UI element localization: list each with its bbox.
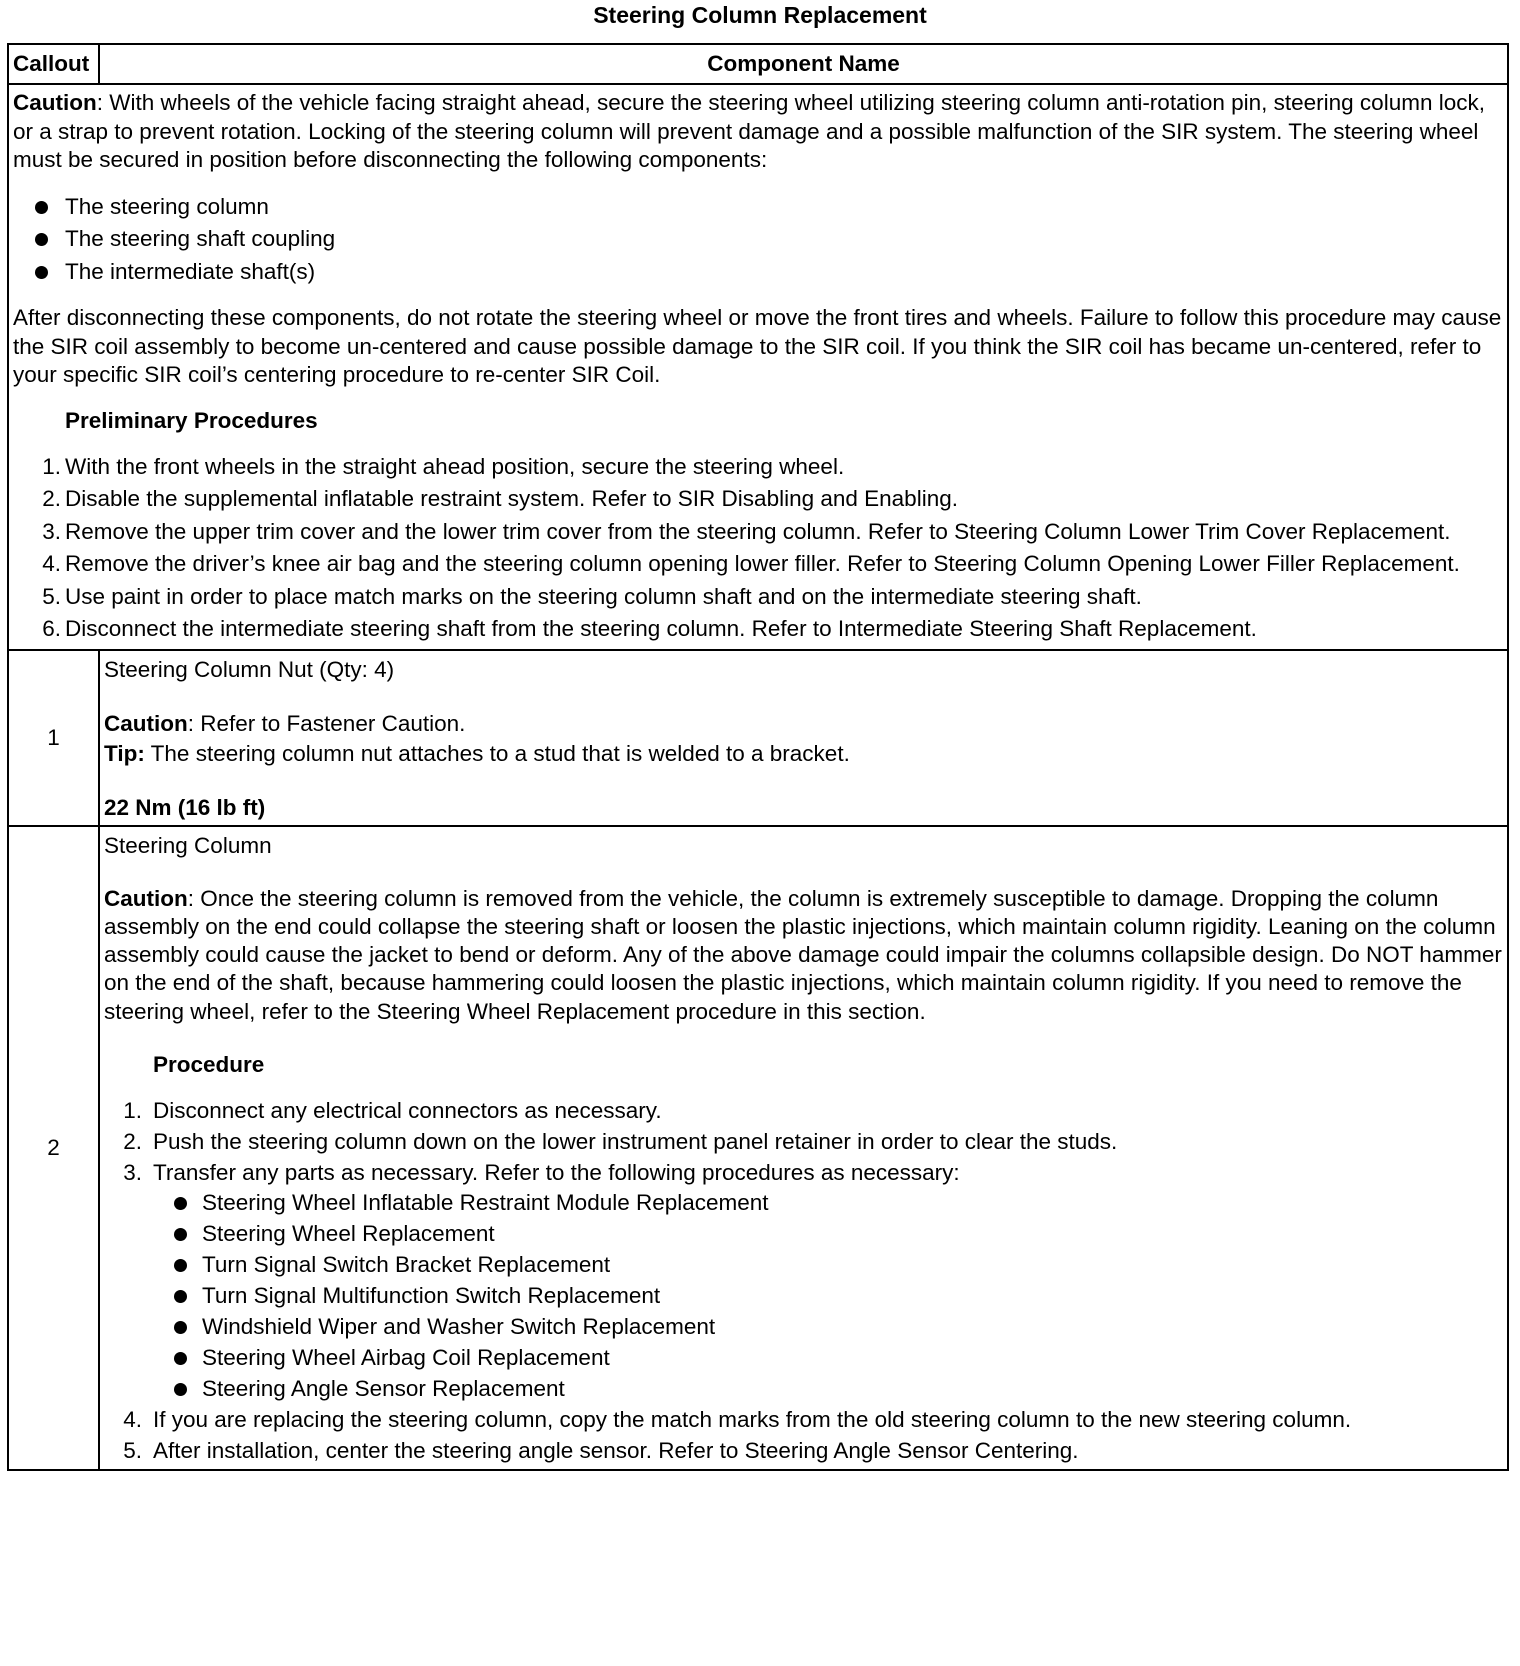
list-item: 3. Transfer any parts as necessary. Refer to the following procedures as necessary: Steering Wheel Inflatable Restraint Module Replacement Steering Wheel Replacement Turn Signal Switch Bracket Replacement Turn Signal Multifunction Switch Replacement Windshield Wiper and Washer Switch Replacement Steering Wheel Airbag Coil Replacement Steering Angle Sensor Replacement — [104, 1158, 1502, 1404]
list-item: 3. Remove the upper trim cover and the lower trim cover from the steering column. Refer to Steering Column Lower Trim Cover Replacement. — [42, 518, 1451, 544]
list-item: The steering column — [13, 191, 1502, 224]
transfer-procedures-list — [153, 1188, 1502, 1404]
component-tip: Tip: The steering column nut attaches to a stud that is welded to a bracket. — [104, 740, 850, 766]
table-header-row — [8, 44, 1508, 84]
list-item: Steering Wheel Airbag Coil Replacement — [153, 1343, 1502, 1373]
list-item: Steering Angle Sensor Replacement — [153, 1374, 1502, 1404]
list-item: 5. After installation, center the steering angle sensor. Refer to Steering Angle Sensor Centering. — [123, 1437, 1079, 1463]
list-item: 6. Disconnect the intermediate steering shaft from the steering column. Refer to Intermediate Steering Shaft Replacement. — [42, 616, 1257, 641]
intro-caution-label: Caution — [13, 90, 97, 115]
list-item: The intermediate shaft(s) — [13, 256, 1502, 289]
component-caution: Caution: Refer to Fastener Caution. — [104, 710, 466, 736]
intro-bullet-list — [13, 191, 1502, 289]
intro-caution — [13, 89, 1502, 175]
list-item: Steering Wheel Replacement — [153, 1219, 1502, 1249]
bullet-icon — [174, 1197, 187, 1210]
bullet-icon — [174, 1352, 187, 1365]
component-cell — [99, 826, 1508, 1470]
procedure-steps-list — [104, 1096, 1502, 1466]
list-item: Steering Wheel Inflatable Restraint Module Replacement — [153, 1188, 1502, 1218]
bullet-icon — [35, 233, 48, 246]
component-name-header: Component Name — [99, 44, 1508, 84]
list-item: Turn Signal Switch Bracket Replacement — [153, 1250, 1502, 1280]
procedure-heading: Procedure — [153, 1051, 265, 1077]
list-item: 2. Push the steering column down on the lower instrument panel retainer in order to clear the studs. — [123, 1128, 1118, 1154]
bullet-icon — [174, 1228, 187, 1241]
tip-label: Tip: — [104, 740, 145, 766]
component-name: Steering Column Nut (Qty: 4) — [104, 656, 395, 682]
bullet-icon — [35, 266, 48, 279]
list-item: 2. Disable the supplemental inflatable restraint system. Refer to SIR Disabling and Enabling. — [42, 486, 958, 511]
list-item: 5. Use paint in order to place match marks on the steering column shaft and on the intermediate steering shaft. — [42, 583, 1142, 609]
caution-label: Caution — [104, 885, 188, 911]
list-item: The steering shaft coupling — [13, 223, 1502, 256]
list-item: 4. Remove the driver’s knee air bag and the steering column opening lower filler. Refer to Steering Column Opening Lower Filler Replacement. — [42, 551, 1460, 576]
callout-number: 1 — [8, 650, 99, 826]
component-name: Steering Column — [104, 832, 272, 858]
bullet-icon — [174, 1259, 187, 1272]
list-item: 1. With the front wheels in the straight ahead position, secure the steering wheel. — [42, 453, 845, 479]
bullet-icon — [174, 1290, 187, 1303]
intro-row — [8, 84, 1508, 650]
bullet-icon — [174, 1383, 187, 1396]
callout-number: 2 — [8, 826, 99, 1470]
torque-spec: 22 Nm (16 lb ft) — [104, 794, 266, 820]
list-item: Windshield Wiper and Washer Switch Replacement — [153, 1312, 1502, 1342]
bullet-icon — [174, 1321, 187, 1334]
component-cell — [99, 650, 1508, 826]
list-item: Turn Signal Multifunction Switch Replacement — [153, 1281, 1502, 1311]
intro-caution-text: : With wheels of the vehicle facing straight ahead, secure the steering wheel utilizing steering column anti-rotation pin, steering column lock, or a strap to prevent rotation. Locking of the steering column will prevent damage and a possible malfunction of the SIR system. The steering wheel must be secured in position before disconnecting the following components: — [13, 90, 1485, 172]
bullet-icon — [35, 201, 48, 214]
component-caution: Caution: Once the steering column is removed from the vehicle, the column is extremely susceptible to damage. Dropping the column assembly on the end could collapse the steering shaft or loosen the plastic injections, which maintain column rigidity. Leaning on the column assembly could cause the jacket to bend or deform. Any of the above damage could impair the columns collapsible design. Do NOT hammer on the end of the shaft, because hammering could loosen the plastic injections, which maintain column rigidity. If you need to remove the steering wheel, refer to the Steering Wheel Replacement procedure in this section. — [104, 885, 1502, 1024]
intro-cell — [8, 84, 1508, 650]
callout-header: Callout — [8, 44, 99, 84]
list-item: 4. If you are replacing the steering column, copy the match marks from the old steering column to the new steering column. — [123, 1406, 1352, 1432]
preliminary-steps-list — [13, 452, 1502, 645]
table-row — [8, 650, 1508, 826]
caution-label: Caution — [104, 710, 188, 736]
procedure-table — [7, 43, 1509, 1471]
list-item: 1. Disconnect any electrical connectors as necessary. — [123, 1097, 662, 1123]
table-row — [8, 826, 1508, 1470]
document-title: Steering Column Replacement — [593, 2, 927, 28]
intro-after-text: After disconnecting these components, do not rotate the steering wheel or move the front tires and wheels. Failure to follow this procedure may cause the SIR coil assembly to become un-centered and cause possible damage to the SIR coil. If you think the SIR coil has became un-centered, refer to your specific SIR coil’s centering procedure to re-center SIR Coil. — [13, 305, 1502, 387]
preliminary-procedures-heading: Preliminary Procedures — [65, 407, 318, 433]
